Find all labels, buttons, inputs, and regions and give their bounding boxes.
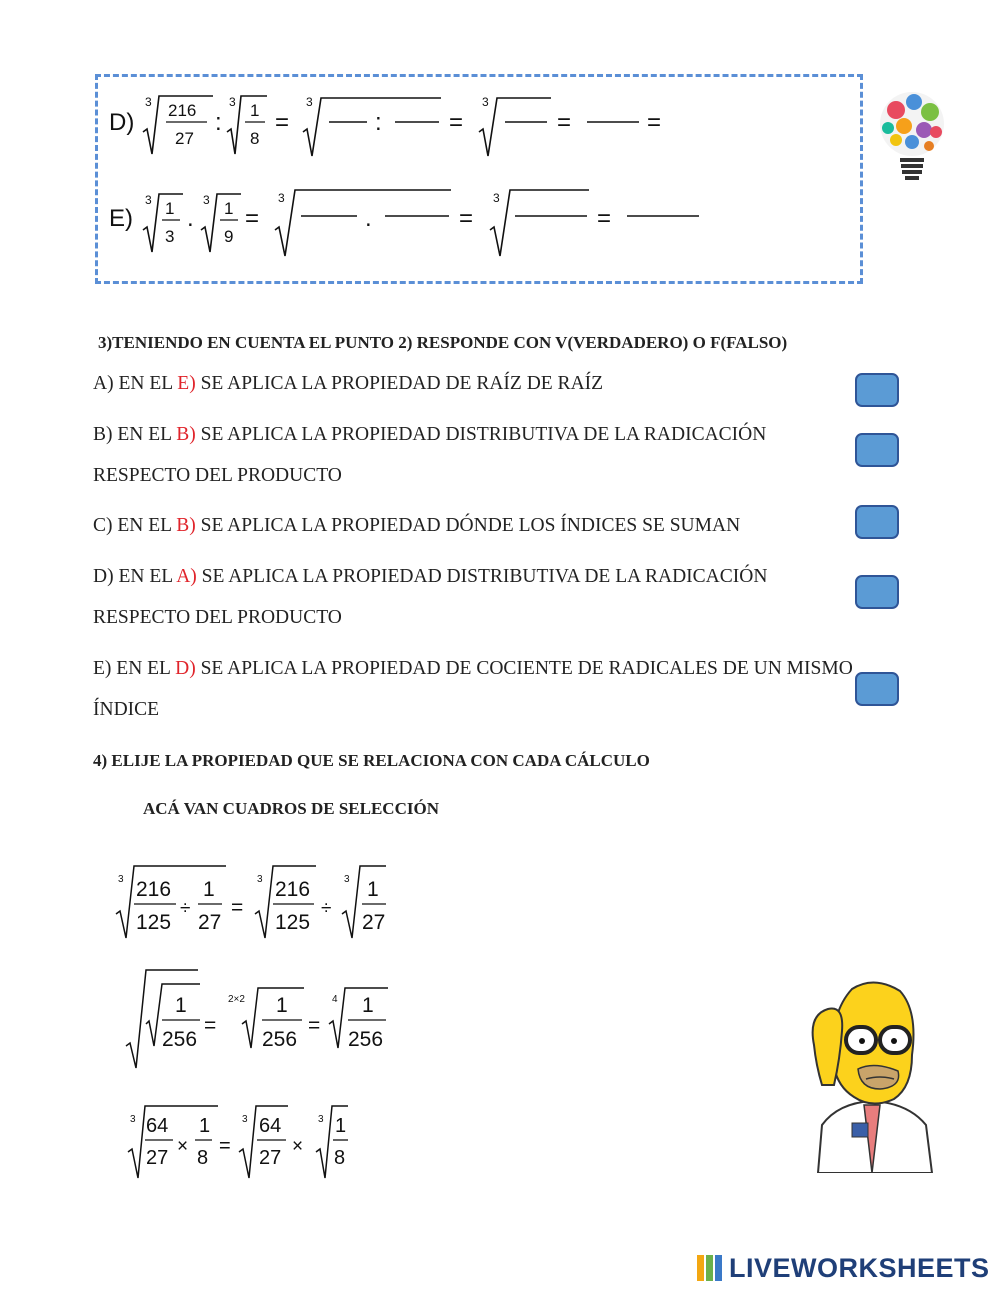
svg-text:256: 256: [162, 1028, 198, 1051]
brand-name: LIVEWORKSHEETS: [729, 1252, 990, 1283]
svg-text:3: 3: [344, 874, 350, 885]
svg-text:8: 8: [197, 1147, 209, 1169]
svg-text:=: =: [204, 1014, 217, 1037]
fraction-numerator: 1: [224, 199, 234, 218]
fraction-denominator: 9: [224, 227, 234, 246]
svg-text:×: ×: [292, 1136, 304, 1157]
colon-operator: :: [215, 109, 222, 136]
exercise-e: [109, 190, 699, 256]
radical-sign: [303, 98, 441, 156]
svg-text:3: 3: [242, 1114, 248, 1125]
radical-index: 3: [306, 95, 313, 109]
svg-text:64: 64: [259, 1115, 282, 1137]
radical-index: 3: [145, 95, 152, 109]
svg-text:1: 1: [367, 878, 379, 901]
svg-text:1: 1: [362, 994, 374, 1017]
fraction-numerator: 1: [250, 101, 260, 120]
exercise-d: [109, 95, 661, 156]
svg-text:1: 1: [199, 1115, 211, 1137]
svg-text:=: =: [308, 1014, 321, 1037]
radical-index: 3: [145, 193, 152, 207]
radical-index: 3: [203, 193, 210, 207]
svg-text:=: =: [231, 896, 244, 919]
answer-box-e[interactable]: [855, 672, 899, 706]
radical-sign: [490, 190, 589, 256]
radical-sign: [275, 190, 451, 256]
question4-subtitle: ACÁ VAN CUADROS DE SELECCIÓN: [143, 799, 439, 818]
statement-c: C) EN EL B) SE APLICA LA PROPIEDAD DÓNDE LOS ÍNDICES SE SUMAN: [93, 515, 741, 536]
statement-b: B) EN EL B) SE APLICA LA PROPIEDAD DISTRIBUTIVA DE LA RADICACIÓN RESPECTO DEL PRODUCTO: [93, 424, 767, 486]
radical-sign: [479, 98, 551, 156]
statement-e: E) EN EL D) SE APLICA LA PROPIEDAD DE COCIENTE DE RADICALES DE UN MISMO ÍNDICE: [93, 658, 853, 720]
svg-text:1: 1: [175, 994, 187, 1017]
svg-text:4: 4: [332, 994, 338, 1005]
svg-text:125: 125: [136, 911, 172, 934]
radical-index: 3: [493, 191, 500, 205]
statement-d: D) EN EL A) SE APLICA LA PROPIEDAD DISTRIBUTIVA DE LA RADICACIÓN RESPECTO DEL PRODUCTO: [93, 566, 768, 628]
svg-text:216: 216: [136, 878, 172, 901]
radical-index: 3: [482, 95, 489, 109]
svg-text:=: =: [219, 1135, 231, 1157]
svg-text:3: 3: [130, 1114, 136, 1125]
fraction-denominator: 3: [165, 227, 175, 246]
dot-operator: .: [187, 205, 194, 232]
brand-logo: [697, 1253, 990, 1283]
question4-title: 4) ELIJE LA PROPIEDAD QUE SE RELACIONA CON CADA CÁLCULO: [93, 751, 650, 770]
answer-box-b[interactable]: [855, 433, 899, 467]
svg-text:27: 27: [259, 1147, 282, 1169]
answer-box-d[interactable]: [855, 575, 899, 609]
svg-text:3: 3: [257, 874, 263, 885]
svg-text:27: 27: [362, 911, 386, 934]
svg-text:256: 256: [262, 1028, 298, 1051]
lightbulb-icon: [874, 88, 954, 188]
answer-box-c[interactable]: [855, 505, 899, 539]
liveworksheets-logo-icon: [697, 1255, 723, 1281]
radical-index: 3: [278, 191, 285, 205]
exercise-e-label: E): [109, 205, 133, 232]
equals-sign: =: [449, 109, 464, 136]
svg-text:3: 3: [318, 1114, 324, 1125]
equals-sign: =: [245, 205, 260, 232]
svg-text:125: 125: [275, 911, 311, 934]
svg-text:÷: ÷: [321, 898, 332, 919]
equals-sign: =: [597, 205, 612, 232]
question3-title: 3)TENIENDO EN CUENTA EL PUNTO 2) RESPONDE CON V(VERDADERO) O F(FALSO): [98, 333, 788, 352]
svg-text:27: 27: [146, 1147, 169, 1169]
svg-text:2×2: 2×2: [228, 994, 245, 1005]
exercise-d-label: D): [109, 109, 135, 136]
equals-sign: =: [557, 109, 572, 136]
calculation-1: [114, 862, 404, 942]
dot-operator: .: [365, 205, 372, 232]
equals-sign: =: [459, 205, 474, 232]
svg-text:27: 27: [198, 911, 222, 934]
svg-text:÷: ÷: [180, 898, 191, 919]
radical-index: 3: [229, 95, 236, 109]
svg-text:3: 3: [118, 874, 124, 885]
colon-operator: :: [375, 109, 382, 136]
svg-text:1: 1: [203, 878, 215, 901]
svg-text:64: 64: [146, 1115, 169, 1137]
fraction-denominator: 8: [250, 129, 260, 148]
svg-text:1: 1: [335, 1115, 347, 1137]
calculation-3: [126, 1100, 366, 1182]
equals-sign: =: [275, 109, 290, 136]
svg-text:×: ×: [177, 1136, 189, 1157]
svg-text:216: 216: [275, 878, 311, 901]
answer-box-a[interactable]: [855, 373, 899, 407]
fraction-numerator: 216: [168, 101, 197, 120]
statement-a: A) EN EL E) SE APLICA LA PROPIEDAD DE RAÍZ DE RAÍZ: [93, 373, 604, 394]
fraction-numerator: 1: [165, 199, 175, 218]
svg-text:1: 1: [276, 994, 288, 1017]
calculation-2: [122, 966, 402, 1071]
svg-text:256: 256: [348, 1028, 384, 1051]
equals-sign: =: [647, 109, 662, 136]
fraction-denominator: 27: [175, 129, 194, 148]
radical-exercises: [95, 74, 865, 286]
thinking-character-illustration: [808, 975, 938, 1173]
svg-text:8: 8: [334, 1147, 346, 1169]
